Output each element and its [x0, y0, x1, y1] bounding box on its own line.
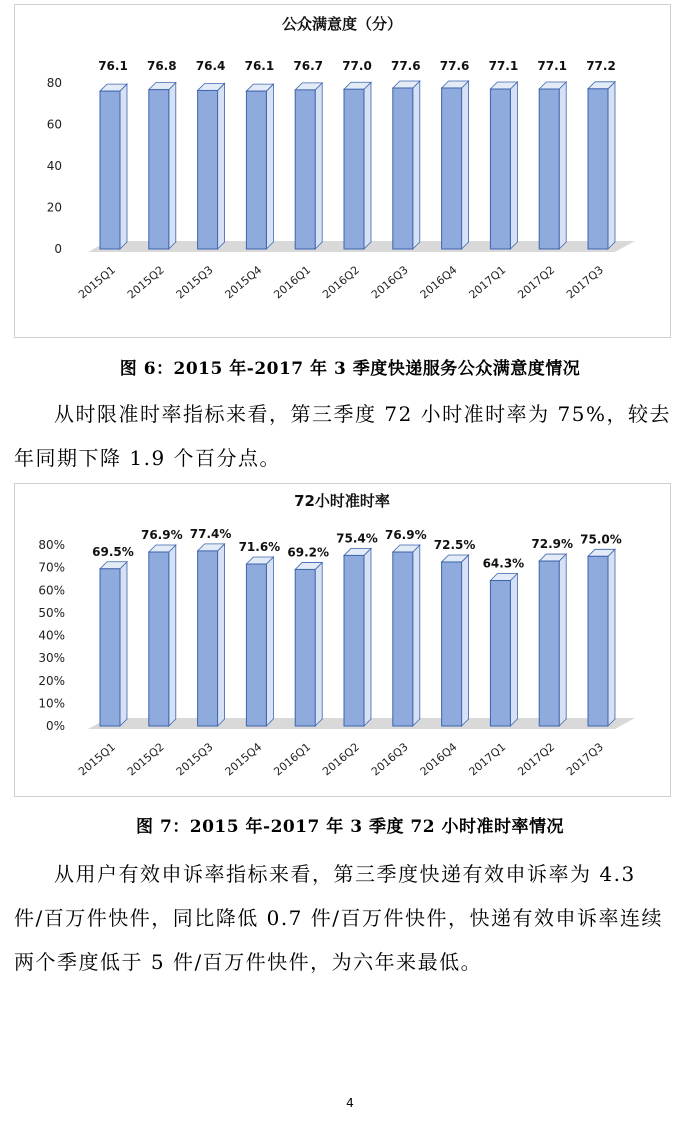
bar [246, 91, 266, 249]
bar-side [364, 82, 371, 249]
bar-side [169, 83, 176, 249]
ontime-rate-chart [14, 483, 671, 797]
data-label: 77.2 [586, 59, 616, 73]
y-tick-label: 80 [46, 76, 62, 90]
bar [393, 88, 413, 249]
x-tick-label: 2015Q1 [76, 740, 118, 779]
y-tick-label: 80% [38, 538, 65, 552]
chart-title: 公众满意度（分） [281, 15, 403, 33]
chart-title: 72小时准时率 [294, 492, 390, 510]
bar [295, 569, 315, 726]
bar-side [608, 82, 615, 249]
data-label: 75.4% [336, 531, 378, 546]
bar [149, 90, 169, 249]
bar-side [315, 562, 322, 726]
bar-side [462, 555, 469, 726]
bar-side [413, 81, 420, 249]
y-tick-label: 10% [38, 696, 65, 711]
x-tick-label: 2015Q2 [124, 740, 167, 779]
y-tick-label: 70% [38, 560, 65, 575]
data-label: 76.9% [140, 528, 183, 543]
bar [344, 89, 364, 249]
bar-side [218, 83, 225, 249]
data-label: 75.0% [580, 532, 622, 547]
bar [539, 561, 559, 726]
x-tick-label: 2017Q1 [466, 740, 509, 779]
data-label: 69.2% [287, 545, 330, 560]
bar [100, 91, 120, 249]
bar-side [218, 544, 225, 726]
data-label: 69.5% [92, 544, 134, 559]
x-tick-label: 2017Q2 [515, 263, 558, 302]
x-tick-label: 2015Q3 [173, 740, 216, 779]
bar [344, 555, 364, 726]
bar-side [120, 562, 127, 726]
data-label: 77.1 [537, 59, 568, 73]
paragraph-complaint-rate: 从用户有效申诉率指标来看，第三季度快递有效申诉率为 4.3 件/百万件快件，同比降低 0.7 件/百万件快件，快递有效申诉率连续两个季度低于 5 件/百万件快件，为六年来最低。 [14, 862, 663, 974]
bar-side [510, 82, 517, 249]
data-label: 77.4% [189, 526, 232, 541]
bar-side [315, 83, 322, 249]
bar-side [266, 557, 273, 726]
y-tick-label: 60 [46, 117, 62, 132]
bar [588, 556, 608, 726]
data-label: 72.9% [531, 537, 574, 552]
bar-side [559, 554, 566, 726]
x-tick-label: 2017Q1 [466, 263, 509, 302]
bar-side [559, 82, 566, 249]
data-label: 76.1 [98, 59, 128, 73]
bar-side [510, 574, 517, 726]
bar [490, 581, 510, 726]
bar [100, 569, 120, 726]
y-tick-label: 20 [46, 200, 62, 215]
x-tick-label: 2016Q3 [368, 263, 411, 302]
bar [442, 88, 462, 249]
x-tick-label: 2016Q1 [271, 263, 314, 302]
bar [246, 564, 266, 726]
bar [490, 89, 510, 249]
bar [588, 89, 608, 249]
data-label: 77.0 [342, 59, 372, 73]
bar [198, 551, 218, 726]
satisfaction-chart [14, 4, 671, 338]
satisfaction-chart-svg [15, 5, 670, 337]
x-tick-label: 2016Q4 [417, 263, 460, 302]
bar [295, 90, 315, 249]
data-label: 64.3% [482, 556, 525, 571]
y-tick-label: 0 [54, 242, 62, 256]
x-tick-label: 2015Q4 [222, 740, 265, 779]
bar-side [462, 81, 469, 249]
x-tick-label: 2016Q3 [368, 740, 411, 779]
y-tick-label: 40 [46, 159, 62, 173]
paragraph-ontime-rate: 从时限准时率指标来看，第三季度 72 小时准时率为 75%，较去年同期下降 1.9 个百分点。 [14, 402, 671, 470]
y-tick-label: 20% [38, 673, 65, 688]
bar-side [413, 545, 420, 726]
y-tick-label: 60% [38, 583, 65, 598]
x-tick-label: 2016Q2 [320, 263, 362, 302]
y-tick-label: 30% [38, 651, 65, 666]
data-label: 76.1 [244, 59, 275, 73]
data-label: 76.4 [195, 59, 226, 73]
x-tick-label: 2016Q1 [271, 740, 314, 779]
data-label: 77.1 [488, 59, 519, 73]
y-tick-label: 0% [45, 719, 65, 733]
bar-side [266, 84, 273, 249]
data-label: 77.6 [439, 59, 470, 73]
bar [539, 89, 559, 249]
data-label: 76.7 [293, 59, 324, 73]
data-label: 71.6% [238, 540, 281, 555]
y-tick-label: 50% [38, 605, 65, 620]
x-tick-label: 2017Q3 [564, 263, 606, 302]
x-tick-label: 2016Q2 [320, 740, 362, 779]
bar-side [120, 84, 127, 249]
figure-6-caption: 图 6：2015 年-2017 年 3 季度快递服务公众满意度情况 [119, 359, 581, 379]
data-label: 77.6 [390, 59, 421, 73]
page-number: 4 [346, 1096, 354, 1110]
data-label: 76.8 [146, 59, 177, 73]
x-tick-label: 2016Q4 [417, 740, 460, 779]
x-tick-label: 2017Q3 [564, 740, 606, 779]
bar [149, 552, 169, 726]
data-label: 72.5% [433, 537, 476, 552]
bar-side [608, 549, 615, 726]
y-tick-label: 40% [38, 628, 65, 643]
x-tick-label: 2017Q2 [515, 740, 558, 779]
ontime-rate-chart-svg [15, 484, 670, 796]
x-tick-label: 2015Q2 [124, 263, 167, 302]
bar [198, 90, 218, 249]
data-label: 76.9% [384, 528, 427, 543]
x-tick-label: 2015Q4 [222, 263, 265, 302]
figure-7-caption: 图 7：2015 年-2017 年 3 季度 72 小时准时率情况 [136, 817, 564, 837]
bar-side [364, 548, 371, 726]
x-tick-label: 2015Q1 [76, 263, 118, 302]
x-tick-label: 2015Q3 [173, 263, 216, 302]
bar [393, 552, 413, 726]
bar [442, 562, 462, 726]
bar-side [169, 545, 176, 726]
